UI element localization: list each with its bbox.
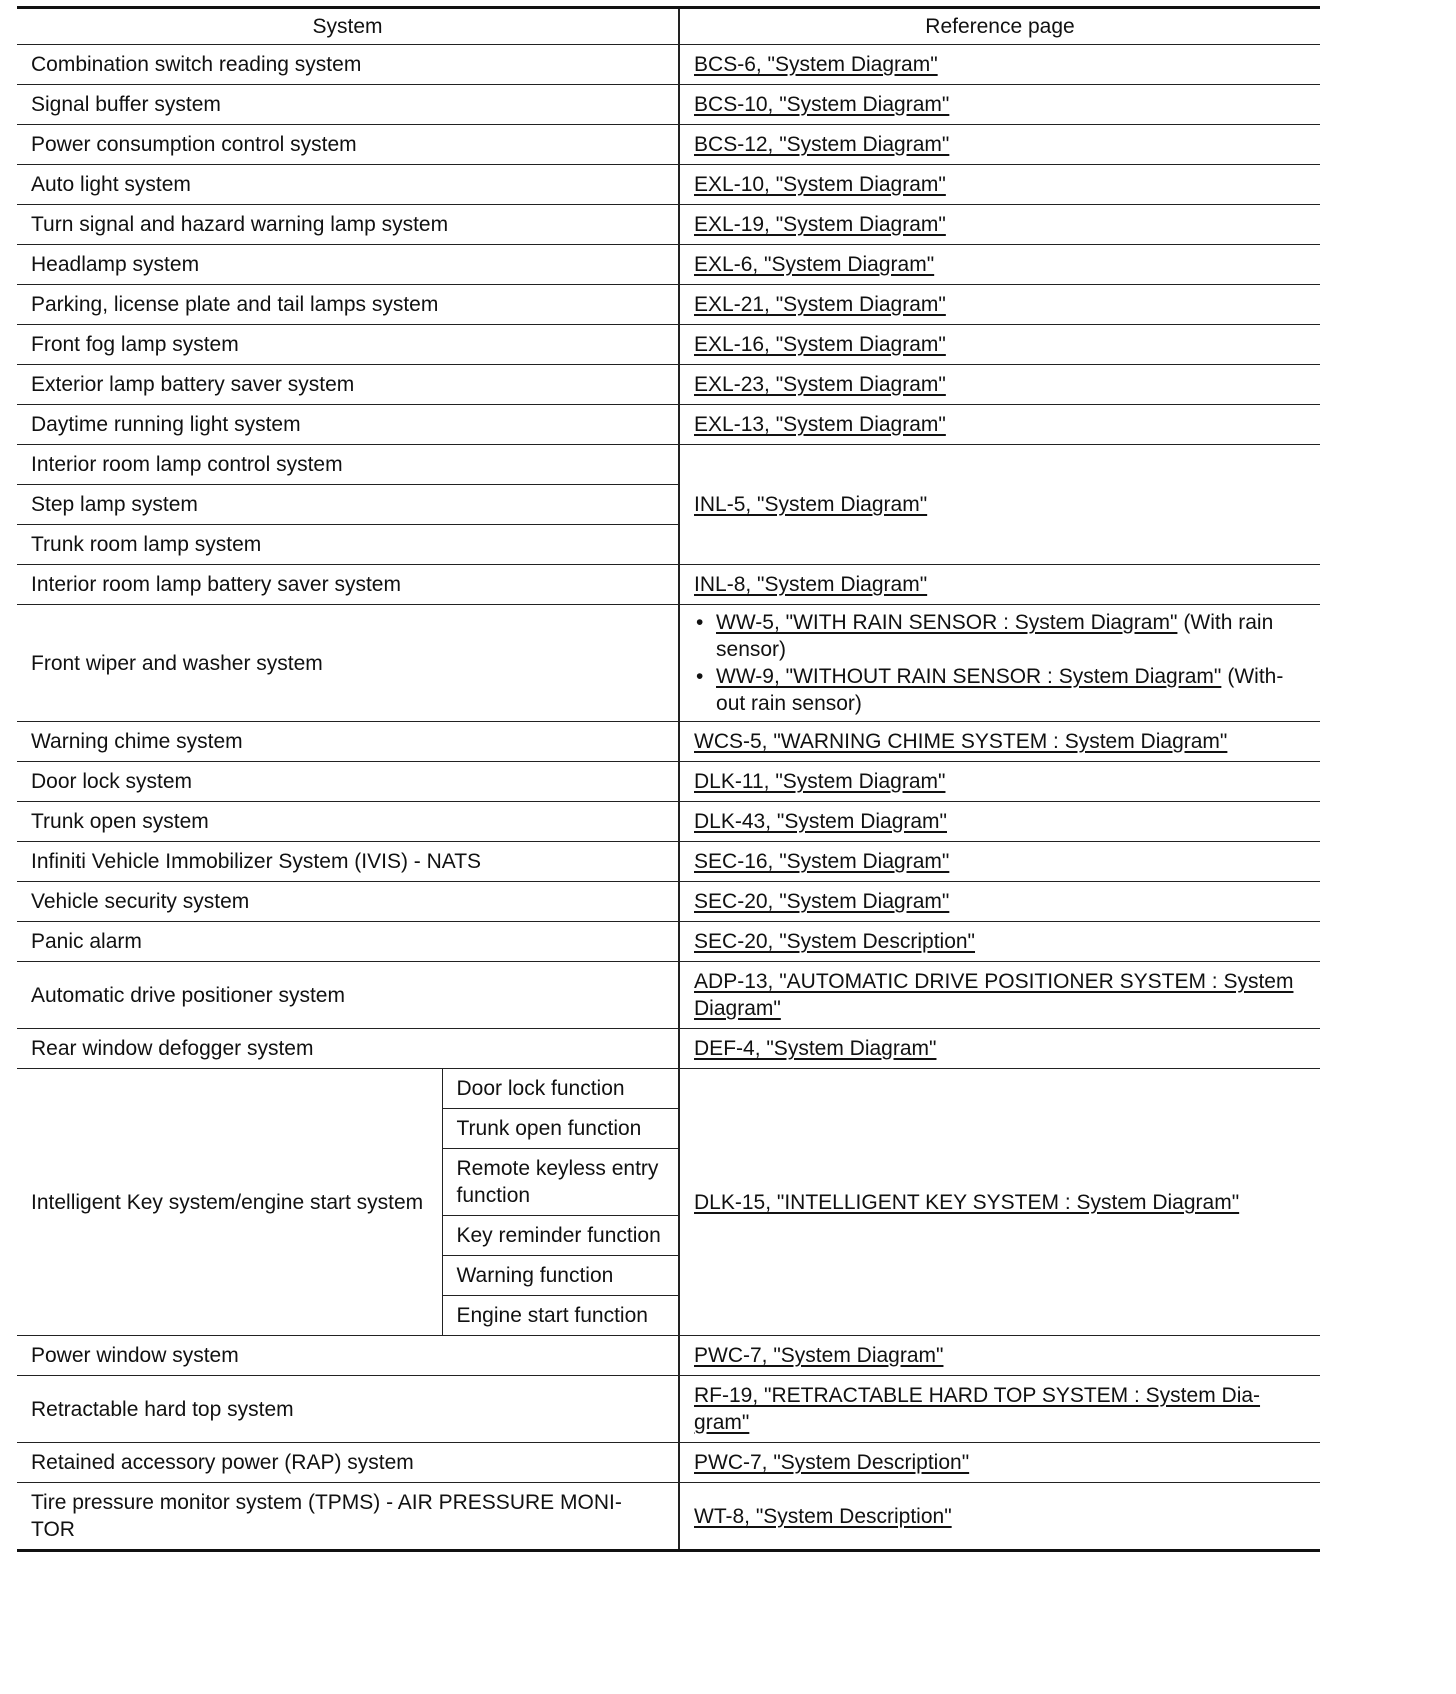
reference-link[interactable]: DLK-11, "System Diagram" [694,770,946,793]
reference-cell [679,762,1320,802]
reference-cell [679,1376,1320,1443]
table-row [17,205,1320,245]
reference-link[interactable]: ADP-13, "AUTOMATIC DRIVE POSITIONER SYSTEM : System Diagram" [694,970,1294,1020]
reference-cell [679,1483,1320,1551]
reference-cell [679,365,1320,405]
system-cell: Interior room lamp control system [17,445,679,485]
function-cell: Warning function [442,1256,679,1296]
system-cell: Rear window defogger system [17,1029,679,1069]
table-row [17,245,1320,285]
system-cell: Signal buffer system [17,85,679,125]
reference-cell [679,802,1320,842]
system-cell: Parking, license plate and tail lamps system [17,285,679,325]
table-row [17,565,1320,605]
reference-link[interactable]: BCS-12, "System Diagram" [694,133,950,156]
system-cell: Trunk open system [17,802,679,842]
table-row [17,405,1320,445]
reference-cell [679,922,1320,962]
reference-table-container [17,6,1320,1552]
table-row [17,325,1320,365]
system-cell: Front wiper and washer system [17,605,679,722]
function-cell: Key reminder function [442,1216,679,1256]
table-row [17,722,1320,762]
system-cell: Interior room lamp battery saver system [17,565,679,605]
reference-link[interactable]: EXL-19, "System Diagram" [694,213,946,236]
header-system: System [17,8,679,45]
reference-cell [679,1443,1320,1483]
reference-link[interactable]: DEF-4, "System Diagram" [694,1037,937,1060]
table-header-row [17,8,1320,45]
table-row [17,1029,1320,1069]
reference-cell [679,962,1320,1029]
reference-link[interactable]: INL-5, "System Diagram" [694,493,928,516]
system-cell: Turn signal and hazard warning lamp system [17,205,679,245]
table-row [17,365,1320,405]
reference-cell [679,1029,1320,1069]
reference-cell [679,565,1320,605]
reference-link[interactable]: EXL-13, "System Diagram" [694,413,946,436]
reference-link[interactable]: BCS-6, "System Diagram" [694,53,938,76]
reference-note: (With-out rain sensor) [716,665,1284,715]
table-row [17,762,1320,802]
reference-link[interactable]: RF-19, "RETRACTABLE HARD TOP SYSTEM : System Dia-gram" [694,1384,1261,1434]
system-cell: Power window system [17,1336,679,1376]
reference-link[interactable]: EXL-10, "System Diagram" [694,173,946,196]
table-row [17,842,1320,882]
reference-cell [679,285,1320,325]
system-cell: Retractable hard top system [17,1376,679,1443]
system-cell: Trunk room lamp system [17,525,679,565]
system-cell: Retained accessory power (RAP) system [17,1443,679,1483]
reference-cell [679,85,1320,125]
reference-link[interactable]: EXL-6, "System Diagram" [694,253,935,276]
table-row [17,1483,1320,1551]
table-row [17,922,1320,962]
table-row [17,85,1320,125]
reference-cell [679,165,1320,205]
system-cell: Auto light system [17,165,679,205]
reference-note: (With rain sensor) [716,611,1274,661]
reference-link[interactable]: SEC-20, "System Diagram" [694,890,950,913]
reference-link[interactable]: WW-9, "WITHOUT RAIN SENSOR : System Diagram" [716,665,1222,688]
reference-cell [679,722,1320,762]
reference-cell [679,245,1320,285]
system-cell: Infiniti Vehicle Immobilizer System (IVIS) - NATS [17,842,679,882]
reference-cell [679,405,1320,445]
reference-cell [679,45,1320,85]
reference-link[interactable]: SEC-16, "System Diagram" [694,850,950,873]
system-cell: Front fog lamp system [17,325,679,365]
header-reference-page: Reference page [679,8,1320,45]
system-cell: Tire pressure monitor system (TPMS) - AIR PRESSURE MONI-TOR [17,1483,679,1551]
function-cell: Trunk open function [442,1109,679,1149]
reference-cell [679,882,1320,922]
reference-link[interactable]: DLK-15, "INTELLIGENT KEY SYSTEM : System Diagram" [694,1190,1240,1214]
table-row [17,445,1320,485]
reference-cell [679,1069,1320,1336]
table-row [17,1336,1320,1376]
reference-cell [679,325,1320,365]
reference-list [694,609,1306,717]
table-row [17,605,1320,722]
table-row [17,285,1320,325]
table-row [17,1069,1320,1109]
reference-link[interactable]: EXL-23, "System Diagram" [694,373,946,396]
reference-link[interactable]: PWC-7, "System Description" [694,1451,970,1474]
reference-link[interactable]: INL-8, "System Diagram" [694,573,928,596]
system-cell: Daytime running light system [17,405,679,445]
function-cell: Door lock function [442,1069,679,1109]
reference-link[interactable]: SEC-20, "System Description" [694,930,976,953]
reference-link[interactable]: DLK-43, "System Diagram" [694,810,947,833]
reference-cell [679,1336,1320,1376]
system-cell: Intelligent Key system/engine start system [17,1069,442,1336]
reference-cell [679,842,1320,882]
system-cell: Automatic drive positioner system [17,962,679,1029]
table-row [17,45,1320,85]
system-cell: Vehicle security system [17,882,679,922]
reference-link[interactable]: PWC-7, "System Diagram" [694,1344,944,1367]
list-item [694,609,1306,663]
reference-link[interactable]: EXL-21, "System Diagram" [694,293,946,316]
table-row [17,1376,1320,1443]
reference-link[interactable]: WW-5, "WITH RAIN SENSOR : System Diagram" [716,611,1178,634]
table-row [17,962,1320,1029]
system-cell: Headlamp system [17,245,679,285]
system-cell: Warning chime system [17,722,679,762]
system-cell: Exterior lamp battery saver system [17,365,679,405]
reference-link[interactable]: EXL-16, "System Diagram" [694,333,946,356]
reference-link[interactable]: WT-8, "System Description" [694,1504,952,1528]
system-cell: Door lock system [17,762,679,802]
system-cell: Power consumption control system [17,125,679,165]
function-cell: Remote keyless entry function [442,1149,679,1216]
system-cell: Step lamp system [17,485,679,525]
reference-cell [679,605,1320,722]
table-row [17,802,1320,842]
function-cell: Engine start function [442,1296,679,1336]
table-row [17,882,1320,922]
reference-link[interactable]: BCS-10, "System Diagram" [694,93,950,116]
reference-link[interactable]: WCS-5, "WARNING CHIME SYSTEM : System Diagram" [694,730,1228,753]
reference-cell [679,205,1320,245]
system-cell: Combination switch reading system [17,45,679,85]
system-cell: Panic alarm [17,922,679,962]
table-row [17,165,1320,205]
reference-cell [679,445,1320,565]
table-row [17,125,1320,165]
table-row [17,1443,1320,1483]
list-item [694,663,1306,717]
reference-cell [679,125,1320,165]
system-reference-table [17,6,1320,1552]
